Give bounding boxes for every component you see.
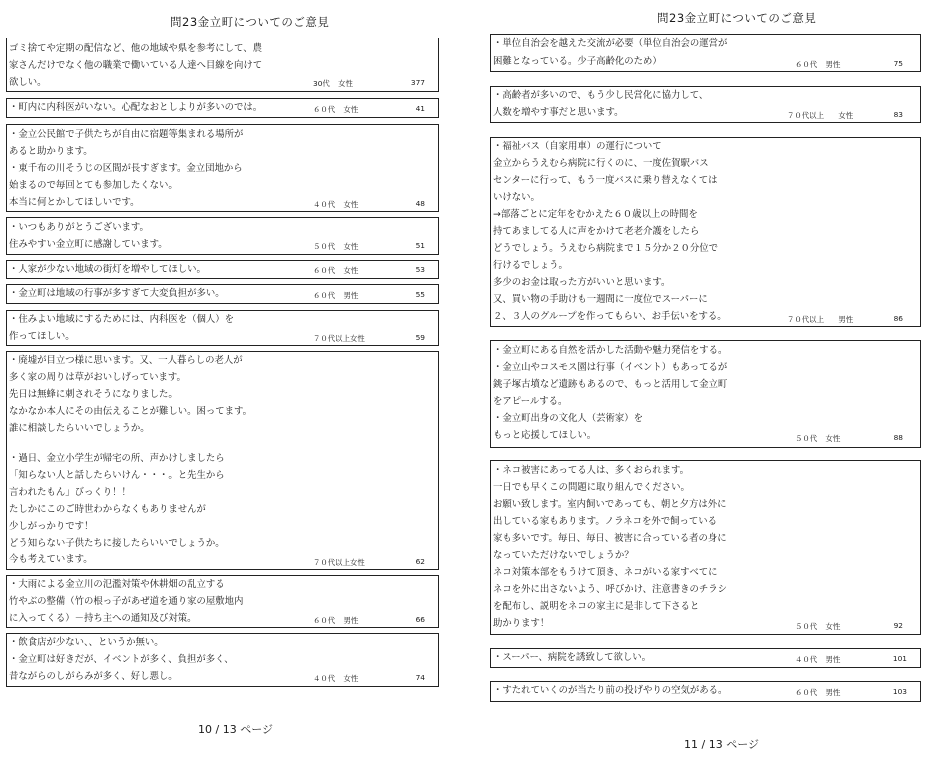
respondent-number: 62 bbox=[415, 557, 425, 566]
comment-entry-101 bbox=[490, 648, 921, 668]
respondent-gender: 男性 bbox=[838, 315, 854, 324]
respondent-number: 75 bbox=[893, 59, 903, 68]
comment-line: ・金立公民館で子供たちが自由に宿題等集まれる場所が bbox=[9, 129, 244, 140]
comment-line: ・金立町にある自然を活かした活動や魅力発信をする。 bbox=[493, 345, 728, 356]
comment-line: ・人家が少ない地域の街灯を増やしてほしい。 bbox=[9, 264, 206, 275]
respondent-meta bbox=[313, 265, 358, 276]
respondent-meta bbox=[787, 110, 853, 121]
respondent-meta bbox=[313, 333, 365, 344]
respondent-age: ４０代 bbox=[313, 674, 336, 683]
comment-line: なっていただけないでしょうか？ bbox=[493, 550, 634, 561]
comment-line: 欲しい。 bbox=[9, 77, 47, 88]
respondent-number: 51 bbox=[415, 241, 425, 250]
comment-entry-55 bbox=[6, 284, 439, 304]
respondent-number: 74 bbox=[415, 673, 425, 682]
comment-line: 誰に相談したらいいでしょうか。 bbox=[9, 423, 150, 434]
respondent-meta bbox=[313, 199, 358, 210]
respondent-age: ４０代 bbox=[795, 655, 818, 664]
comment-entry-377 bbox=[6, 38, 439, 92]
comment-line: ・スーパー、病院を誘致して欲しい。 bbox=[493, 652, 652, 663]
comment-line: なかなか本人にその由伝えることが難しい。困ってます。 bbox=[9, 406, 253, 417]
respondent-number: 86 bbox=[893, 314, 903, 323]
comment-entry-66 bbox=[6, 575, 439, 628]
respondent-number: 88 bbox=[893, 433, 903, 442]
comment-line: 昔ながらのしがらみが多く、好し悪し。 bbox=[9, 671, 178, 682]
comment-entry-62 bbox=[6, 351, 439, 570]
respondent-gender: 女性 bbox=[343, 242, 359, 251]
respondent-gender: 女性 bbox=[343, 105, 359, 114]
respondent-age: ５０代 bbox=[313, 242, 336, 251]
comment-line: に入ってくる）－持ち主への通知及び対策。 bbox=[9, 613, 197, 624]
respondent-meta bbox=[313, 78, 353, 89]
respondent-gender: 女性 bbox=[825, 622, 841, 631]
comment-line: 今も考えています。 bbox=[9, 554, 93, 565]
respondent-age: ６０代 bbox=[795, 60, 818, 69]
comment-line: 住みやすい金立町に感謝しています。 bbox=[9, 239, 168, 250]
respondent-gender: 男性 bbox=[825, 60, 841, 69]
comment-line: 一日でも早くこの問題に取り組んでください。 bbox=[493, 482, 690, 493]
respondent-age: ７０代以上 bbox=[787, 111, 824, 120]
comment-line: ２、３人のグループを作ってもらい、お手伝いをする。 bbox=[493, 311, 727, 322]
comment-line: どうでしょう。うえむら病院まで１５分か２０分位で bbox=[493, 243, 719, 254]
respondent-number: 41 bbox=[415, 104, 425, 113]
comment-line: 言われたもん」びっくり！！ bbox=[9, 487, 131, 498]
comment-entry-86 bbox=[490, 137, 921, 327]
respondent-meta bbox=[313, 615, 358, 626]
comment-line: ・町内に内科医がいない。心配なおとしよりが多いのでは。 bbox=[9, 102, 263, 113]
comment-line: 助かります！ bbox=[493, 618, 550, 629]
comment-line: ・過日、金立小学生が帰宅の所、声かけしましたら bbox=[9, 453, 225, 464]
comment-entry-41 bbox=[6, 98, 439, 118]
respondent-number: 59 bbox=[415, 333, 425, 342]
respondent-number: 53 bbox=[415, 265, 425, 274]
comment-line: ネコ対策本部をもうけて頂き、ネコがいる家すべてに bbox=[493, 567, 718, 578]
comment-entry-51 bbox=[6, 217, 439, 255]
comment-line: ・東千布の川そうじの区間が長すぎます。金立団地から bbox=[9, 163, 243, 174]
respondent-age: ４０代 bbox=[313, 200, 336, 209]
comment-line: 人数を増やす事だと思います。 bbox=[493, 107, 624, 118]
comment-line: 又、買い物の手助けも一週間に一度位でスーパーに bbox=[493, 294, 708, 305]
respondent-meta bbox=[795, 654, 840, 665]
comment-line: センターに行って、もう一度バスに乗り替えなくては bbox=[493, 175, 718, 186]
comment-line: あると助かります。 bbox=[9, 146, 93, 157]
comment-entry-92 bbox=[490, 460, 921, 635]
comment-line: 本当に何とかしてほしいです。 bbox=[9, 197, 140, 208]
respondent-gender: 女性 bbox=[343, 266, 359, 275]
comment-line: もっと応援してほしい。 bbox=[493, 430, 597, 441]
comment-line: いけない。 bbox=[493, 192, 540, 203]
comment-line: をアピールする。 bbox=[493, 396, 568, 407]
comment-line: ・金立町出身の文化人（芸術家）を bbox=[493, 413, 644, 424]
comment-line: ・福祉バス（自家用車）の運行について bbox=[493, 141, 662, 152]
respondent-gender: 女性 bbox=[343, 200, 359, 209]
respondent-number: 92 bbox=[893, 621, 903, 630]
respondent-meta bbox=[313, 241, 358, 252]
page-number: 11 / 13 ページ bbox=[684, 738, 759, 751]
comment-entry-48 bbox=[6, 124, 439, 212]
respondent-age: ６０代 bbox=[313, 616, 336, 625]
comment-line: どう知らない子供たちに接したらいいでしょうか。 bbox=[9, 538, 225, 549]
respondent-age: ７０代以上 bbox=[787, 315, 824, 324]
comment-line: 多少のお金は取った方がいいと思います。 bbox=[493, 277, 671, 288]
respondent-number: 83 bbox=[893, 110, 903, 119]
comment-line: ・金立山やコスモス園は行事（イベント）もあってるが bbox=[493, 362, 728, 373]
respondent-gender: 女性 bbox=[338, 79, 353, 88]
respondent-age: 30代 bbox=[313, 79, 330, 88]
comment-line: ・廃墟が目立つ様に思います。又、一人暮らしの老人が bbox=[9, 355, 243, 366]
comment-entry-74 bbox=[6, 633, 439, 687]
respondent-age: ６０代 bbox=[313, 105, 336, 114]
respondent-age: ６０代 bbox=[313, 291, 336, 300]
comment-line: 竹やぶの整備（竹の根っ子があぜ道を通り家の屋敷地内 bbox=[9, 596, 244, 607]
respondent-number: 55 bbox=[415, 290, 425, 299]
comment-entry-88 bbox=[490, 340, 921, 448]
comment-line: ・ネコ被害にあってる人は、多くおられます。 bbox=[493, 465, 690, 476]
respondent-meta bbox=[313, 104, 358, 115]
comment-line: ・大雨による金立川の氾濫対策や休耕畑の乱立する bbox=[9, 579, 225, 590]
comment-line: ・金立町は地域の行事が多すぎて大変負担が多い。 bbox=[9, 288, 225, 299]
comment-line: 始まるので毎回とても参加したくない。 bbox=[9, 180, 178, 191]
respondent-meta bbox=[313, 290, 358, 301]
respondent-meta bbox=[313, 557, 365, 568]
page-title: 問23金立町についてのご意見 bbox=[657, 11, 817, 25]
comment-entry-53 bbox=[6, 260, 439, 279]
comment-line: 家さんだけでなく他の職業で働いている人達へ目線を向けて bbox=[9, 60, 263, 71]
comment-line: 持てあましてる人に声をかけて老老介護をしたら bbox=[493, 226, 700, 237]
comment-line: 「知らない人と話したらいけん・・・。と先生から bbox=[9, 470, 225, 481]
comment-line: 出している家もあります。ノラネコを外で飼っている bbox=[493, 516, 717, 527]
comment-line: を配布し、説明をネコの家主に是非して下さると bbox=[493, 601, 700, 612]
respondent-gender: 男性 bbox=[343, 616, 359, 625]
comment-line: 先日は無蜂に刺されそうになりました。 bbox=[9, 389, 178, 400]
respondent-age: ７０代以上女性 bbox=[313, 334, 365, 343]
respondent-age: ６０代 bbox=[795, 688, 818, 697]
respondent-gender: 女性 bbox=[343, 674, 359, 683]
respondent-number: 101 bbox=[892, 654, 907, 663]
respondent-number: 66 bbox=[415, 615, 425, 624]
comment-line: たしかにこのご時世わからなくもありませんが bbox=[9, 504, 206, 515]
respondent-gender: 男性 bbox=[825, 655, 841, 664]
respondent-gender: 女性 bbox=[838, 111, 854, 120]
comment-entry-59 bbox=[6, 310, 439, 346]
comment-entry-83 bbox=[490, 86, 921, 123]
comment-line: ・金立町は好きだが、イベントが多く、負担が多く、 bbox=[9, 654, 234, 665]
comment-entry-103 bbox=[490, 681, 921, 702]
respondent-age: ５０代 bbox=[795, 622, 818, 631]
comment-line: ・単位自治会を越えた交流が必要（単位自治会の運営が bbox=[493, 38, 728, 49]
comment-line: ・飲食店が少ない、、というか無い。 bbox=[9, 637, 164, 648]
respondent-number: 103 bbox=[892, 687, 907, 696]
comment-entry-75 bbox=[490, 34, 921, 72]
comment-line: お願い致します。室内飼いであっても、朝と夕方は外に bbox=[493, 499, 727, 510]
respondent-meta bbox=[795, 59, 840, 70]
respondent-number: 48 bbox=[415, 199, 425, 208]
comment-line: 行けるでしょう。 bbox=[493, 260, 568, 271]
respondent-meta bbox=[787, 314, 853, 325]
respondent-age: ６０代 bbox=[313, 266, 336, 275]
respondent-meta bbox=[795, 433, 840, 444]
comment-line: 多く家の周りは草がおいしげっています。 bbox=[9, 372, 186, 383]
comment-line: ・高齢者が多いので、もう少し民営化に協力して、 bbox=[493, 90, 709, 101]
comment-line: 困難となっている。少子高齢化のため） bbox=[493, 56, 662, 67]
respondent-gender: 女性 bbox=[825, 434, 841, 443]
comment-line: 作ってほしい。 bbox=[9, 331, 75, 342]
respondent-gender: 男性 bbox=[825, 688, 841, 697]
respondent-meta bbox=[795, 687, 840, 698]
respondent-age: ７０代以上女性 bbox=[313, 558, 365, 567]
comment-line: ・住みよい地域にするためには、内科医を（個人）を bbox=[9, 314, 235, 325]
comment-line: →部落ごとに定年をむかえた６０歳以上の時間を bbox=[493, 209, 698, 220]
comment-line: ネコを外に出さないよう、呼びかけ、注意書きのチラシ bbox=[493, 584, 728, 595]
page-number: 10 / 13 ページ bbox=[198, 723, 273, 736]
comment-line: 家も多いです。毎日、毎日、被害に合っている者の身に bbox=[493, 533, 727, 544]
comment-line: ゴミ捨てや定期の配信など、他の地域や県を参考にして、農 bbox=[9, 43, 262, 54]
respondent-meta bbox=[795, 621, 840, 632]
respondent-meta bbox=[313, 673, 358, 684]
page-title: 問23金立町についてのご意見 bbox=[170, 15, 330, 29]
comment-line: 金立からうえむら病院に行くのに、一度佐賀駅バス bbox=[493, 158, 709, 169]
comment-line: 銚子塚古墳など遺跡もあるので、もっと活用して金立町 bbox=[493, 379, 728, 390]
respondent-gender: 男性 bbox=[343, 291, 359, 300]
comment-line: 少しがっかりです！ bbox=[9, 521, 94, 532]
respondent-age: ５０代 bbox=[795, 434, 818, 443]
respondent-number: 377 bbox=[410, 78, 425, 87]
comment-line: ・すたれていくのが当たり前の投げやりの空気がある。 bbox=[493, 685, 728, 696]
comment-line: ・いつもありがとうございます。 bbox=[9, 222, 149, 233]
